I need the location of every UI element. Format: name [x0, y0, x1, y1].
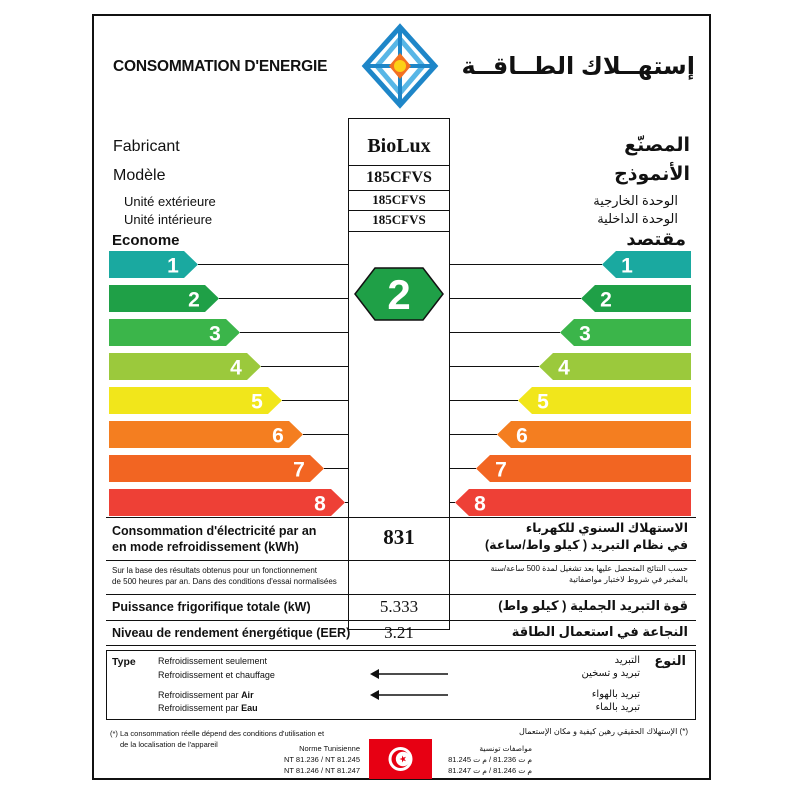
- eer-label-ar: النجاعة في استعمال الطاقة: [511, 624, 688, 639]
- by-water-fr: [158, 703, 258, 713]
- divider: [106, 594, 696, 595]
- class-label-left-5: 5: [251, 390, 263, 414]
- class-label-left-7: 7: [293, 458, 305, 482]
- manufacturer-value: BioLux: [367, 135, 431, 157]
- by-air-arrow-icon: [370, 689, 450, 701]
- class-arrow-left-2: [109, 285, 219, 312]
- consumption-note-fr-line2: de 500 heures par an. Dans des conditions d'essai normalisées: [112, 577, 337, 586]
- model-value: 185CFVS: [366, 169, 432, 186]
- type-label-ar: النوع: [654, 653, 686, 668]
- consumption-label-fr-line1: Consommation d'électricité par an: [112, 524, 317, 538]
- consumption-value: 831: [383, 525, 415, 549]
- by-water-ar: تبريد بالماء: [595, 702, 640, 713]
- model-label-fr: Modèle: [113, 167, 166, 184]
- norm-ar-line2: م ت 81.246 / م ت 81.247: [448, 766, 532, 775]
- indoor-unit-value: 185CFVS: [372, 212, 426, 227]
- consumption-note-fr-line1: Sur la base des résultats obtenus pour un fonctionnement: [112, 566, 318, 575]
- consumption-note-fr: [112, 565, 337, 587]
- consumption-note-ar: [456, 563, 688, 585]
- norm-fr-line2: NT 81.246 / NT 81.247: [283, 766, 360, 775]
- class-arrow-right-2: [581, 285, 691, 312]
- footer-note-fr-line1: (*) La consommation réelle dépend des conditions d'utilisation et: [110, 729, 325, 738]
- class-label-right-6: 6: [516, 424, 528, 448]
- class-label-right-5: 5: [537, 390, 549, 414]
- class-label-right-7: 7: [495, 458, 507, 482]
- consumption-label-ar-line1: الاستهلاك السنوي للكهرباء: [525, 521, 688, 535]
- footer-note-fr-line2: de la localisation de l'appareil: [120, 740, 218, 749]
- title-ar: إستهــلاك الطــاقــة: [461, 53, 695, 80]
- norm-fr-title: Norme Tunisienne: [299, 744, 360, 753]
- divider: [106, 620, 696, 621]
- by-air-ar: تبريد بالهواء: [591, 689, 640, 700]
- class-arrow-right-7: [476, 455, 691, 482]
- class-label-left-4: 4: [230, 356, 242, 380]
- model-label-ar: الأنموذج: [614, 164, 690, 185]
- by-air-fr: [158, 690, 254, 700]
- class-label-right-3: 3: [579, 322, 591, 346]
- scale-top-label-fr: Econome: [112, 232, 180, 249]
- eer-label-fr: Niveau de rendement énergétique (EER): [112, 626, 351, 640]
- divider: [106, 560, 696, 561]
- consumption-label-ar: [470, 520, 688, 554]
- consumption-label-fr: [112, 523, 316, 555]
- class-label-right-8: 8: [474, 492, 486, 516]
- cooling-heating-ar: تبريد و تسخين: [581, 668, 640, 679]
- rating-value: 2: [387, 271, 411, 318]
- norm-fr-line1: NT 81.236 / NT 81.245: [283, 755, 360, 764]
- class-arrow-right-8: [455, 489, 691, 516]
- class-arrow-right-1: [602, 251, 691, 278]
- norm-ar-line1: م ت 81.236 / م ت 81.245: [448, 755, 532, 764]
- outdoor-label-fr: Unité extérieure: [124, 194, 216, 209]
- footer-note-ar: (*) الإستهلاك الحقيقي رهين كيفية و مكان الإستعمال: [518, 727, 688, 736]
- power-label-ar: قوة التبريد الجملية ( كيلو واط): [498, 598, 688, 613]
- scale-top-label-ar: مقتصد: [626, 229, 686, 249]
- divider: [106, 517, 696, 518]
- manufacturer-label-ar: المصنّع: [624, 135, 690, 156]
- class-label-left-8: 8: [314, 492, 326, 516]
- power-label-fr: Puissance frigorifique totale (kW): [112, 600, 311, 614]
- class-label-right-2: 2: [600, 288, 612, 312]
- by-air-fr-prefix: Refroidissement par: [158, 690, 239, 700]
- class-arrow-left-7: [109, 455, 324, 482]
- type-label-fr: Type: [112, 656, 136, 668]
- class-label-left-6: 6: [272, 424, 284, 448]
- class-arrow-left-8: [109, 489, 345, 516]
- manufacturer-label-fr: Fabricant: [113, 138, 180, 155]
- consumption-label-ar-line2: في نظام التبريد ( كيلو واط/ساعة): [484, 538, 688, 552]
- tunisia-flag-icon: [369, 739, 432, 779]
- class-label-right-4: 4: [558, 356, 570, 380]
- by-water-fr-bold: Eau: [241, 703, 258, 713]
- consumption-label-fr-line2: en mode refroidissement (kWh): [112, 540, 299, 554]
- indoor-label-fr: Unité intérieure: [124, 212, 213, 227]
- title-fr: CONSOMMATION D'ENERGIE: [113, 58, 328, 75]
- eer-value: 3.21: [384, 623, 414, 642]
- outdoor-label-ar: الوحدة الخارجية: [593, 193, 678, 208]
- divider: [106, 645, 696, 646]
- outdoor-unit-value: 185CFVS: [372, 192, 426, 207]
- consumption-note-ar-line2: بالمخبر في شروط لاختبار مواصفاتية: [569, 575, 688, 584]
- by-air-fr-bold: Air: [241, 690, 254, 700]
- cooling-heating-arrow-icon: [370, 668, 450, 680]
- norm-fr: [280, 743, 360, 776]
- class-label-left-1: 1: [167, 254, 179, 278]
- class-label-left-3: 3: [209, 322, 221, 346]
- class-label-right-1: 1: [621, 254, 633, 278]
- indoor-label-ar: الوحدة الداخلية: [597, 211, 678, 226]
- norm-ar: [440, 743, 532, 776]
- norm-ar-title: مواصفات تونسية: [479, 744, 532, 753]
- cooling-only-fr: Refroidissement seulement: [158, 656, 268, 666]
- consumption-note-ar-line1: حسب النتائج المتحصل عليها بعد تشغيل لمدة 500 ساعة/سنة: [490, 564, 688, 573]
- power-value: 5.333: [379, 597, 419, 616]
- class-label-left-2: 2: [188, 288, 200, 312]
- cooling-only-ar: التبريد: [614, 655, 640, 666]
- by-water-fr-prefix: Refroidissement par: [158, 703, 239, 713]
- class-arrow-left-1: [109, 251, 198, 278]
- cooling-heating-fr: Refroidissement et chauffage: [158, 670, 275, 680]
